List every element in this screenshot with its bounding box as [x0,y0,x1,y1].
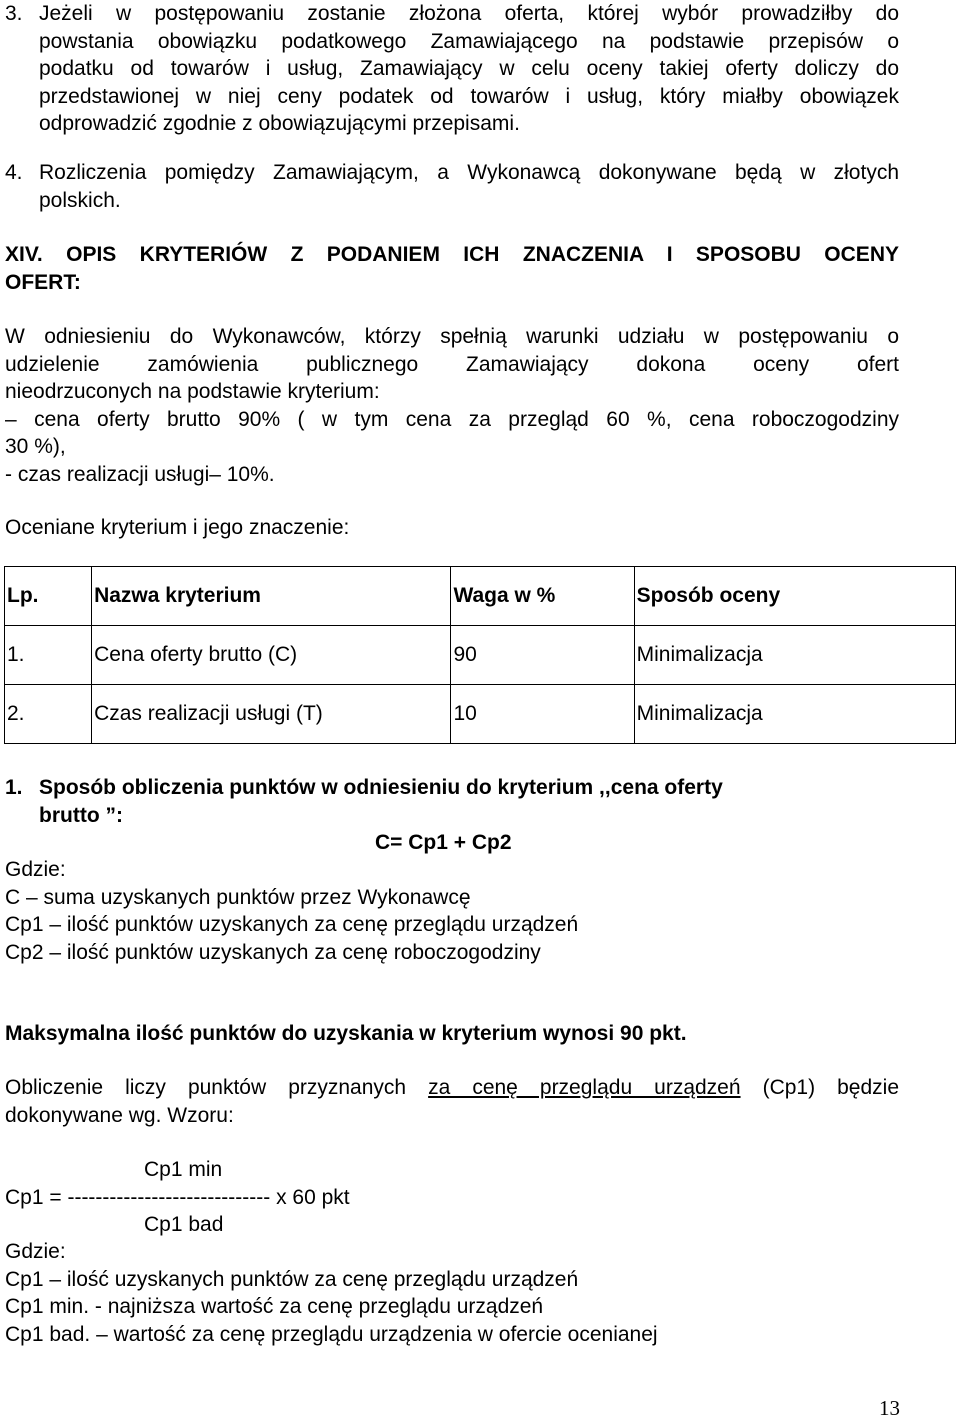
intro-underlined-text: za cenę przeglądu urządzeń [428,1076,741,1099]
text-line: dokonywane wg. Wzoru: [5,1103,234,1127]
table-row [5,685,956,744]
intro-text: (Cp1) będzie [740,1076,900,1099]
formula-denominator: Cp1 bad [144,1213,224,1236]
heading-line: OFERT: [5,270,81,294]
definition-line: Cp1 – ilość uzyskanych punktów za cenę przeglądu urządzeń [5,1267,579,1291]
text-line: udzielenie zamówienia publicznego Zamawiający dokona oceny ofert [5,352,899,376]
text-line: W odniesieniu do Wykonawców, którzy spełnią warunki udziału w postępowaniu o [5,325,899,348]
text-line: powstania obowiązku podatkowego Zamawiającego na podstawie przepisów o [39,29,899,53]
table-cell: 10 [451,685,634,744]
definition-line: Cp1 – ilość punktów uzyskanych za cenę przeglądu urządzeń [5,913,579,936]
text-line: odprowadzić zgodnie z obowiązującymi przepisami. [39,112,520,135]
method-defs [5,856,899,966]
formula-c: C= Cp1 + Cp2 [375,831,512,854]
title-line: Sposób obliczenia punktów w odniesieniu do kryterium ,,cena oferty [39,776,723,799]
table-cell: 90 [451,626,634,685]
text-line: nieodrzuconych na podstawie kryterium: [5,380,380,403]
text-line: Jeżeli w postępowaniu zostanie złożona oferta, której wybór prowadziłby do [39,2,899,25]
text-line: Rozliczenia pomiędzy Zamawiającym, a Wykonawcą dokonywane będą w złotych [39,161,899,184]
table-cell: Czas realizacji usługi (T) [92,685,451,744]
text-line: przedstawionej w niej ceny podatek od towarów i usług, który miałby obowiązek [39,84,899,108]
text-line: – cena oferty brutto 90% ( w tym cena za przegląd 60 %, cena roboczogodziny [5,407,899,431]
criteria-intro [5,323,899,488]
definition-line: Cp2 – ilość punktów uzyskanych za cenę roboczogodziny [5,940,541,964]
table-cell: Minimalizacja [634,685,955,744]
title-line: brutto ”: [39,803,123,827]
table-cell: Minimalizacja [634,626,955,685]
definition-line: Cp1 bad. – wartość za cenę przeglądu urządzenia w ofercie ocenianej [5,1322,658,1346]
table-header-cell: Lp. [5,567,92,626]
where-label: Gdzie: [5,1240,66,1263]
item-4-text [39,159,899,214]
formula-line: Cp1 = ----------------------------- x 60 pkt [5,1186,350,1209]
item-3-text [39,0,899,138]
text-line: - czas realizacji usługi– 10%. [5,462,275,486]
item-number: 4. [5,161,23,184]
formula-numerator: Cp1 min [144,1158,223,1181]
table-cell: 1. [5,626,92,685]
method-number: 1. [5,776,23,799]
text-line [5,1074,899,1102]
page-number: 13 [879,1396,900,1420]
item-number: 3. [5,2,23,25]
text-line: podatku od towarów i usług, Zamawiający w celu oceny takiej oferty doliczy do [39,57,899,80]
definition-line: Cp1 min. - najniższa wartość za cenę przeglądu urządzeń [5,1295,544,1318]
table-header-row [5,567,956,626]
definition-line: C – suma uzyskanych punktów przez Wykonawcę [5,885,471,909]
table-header-cell: Sposób oceny [634,567,955,626]
max-points-note: Maksymalna ilość punktów do uzyskania w kryterium wynosi 90 pkt. [5,1022,687,1045]
where-label: Gdzie: [5,858,66,881]
criteria-caption: Oceniane kryterium i jego znaczenie: [5,516,350,539]
table-header-cell: Nazwa kryterium [92,567,451,626]
table-cell: Cena oferty brutto (C) [92,626,451,685]
method-title [39,774,839,829]
cp1-intro [5,1074,899,1129]
heading-line: XIV. OPIS KRYTERIÓW Z PODANIEM ICH ZNACZENIA I SPOSOBU OCENY [5,243,899,266]
table-header-cell: Waga w % [451,567,634,626]
criteria-table [4,566,956,744]
text-line: polskich. [39,188,121,212]
section-heading [5,241,899,296]
cp1-defs [5,1238,899,1348]
intro-text: Obliczenie liczy punktów przyznanych [5,1076,429,1099]
table-row [5,626,956,685]
text-line: 30 %), [5,435,66,458]
table-cell: 2. [5,685,92,744]
